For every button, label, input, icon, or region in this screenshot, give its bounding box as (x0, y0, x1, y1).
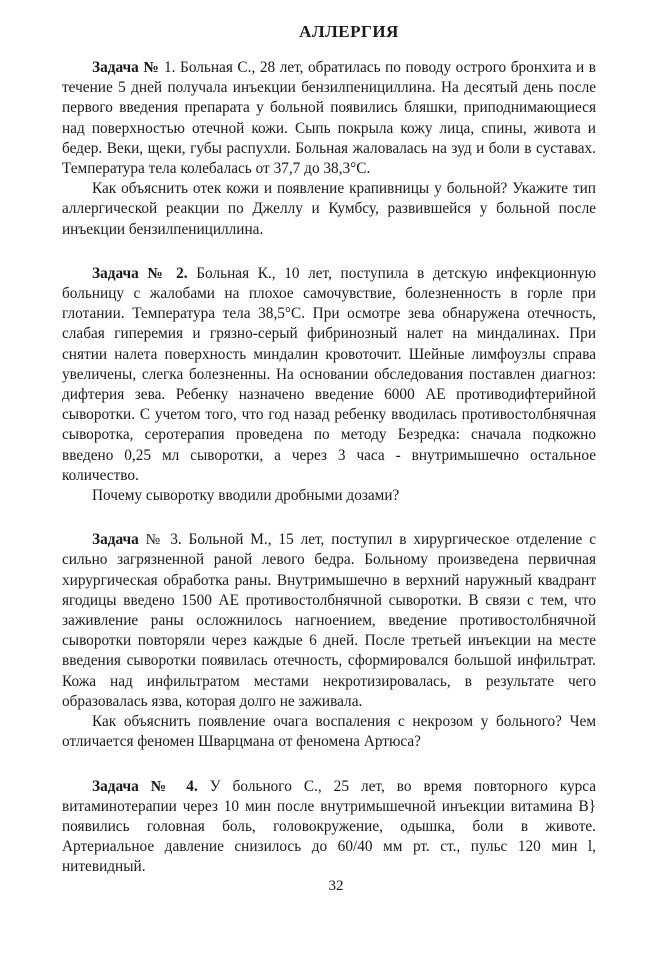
task-1-text (62, 58, 596, 179)
page-number: 32 (328, 878, 344, 894)
task-4-body: У больного С., 25 лет, во время повторного курса витаминотерапии через 10 мин после внутримышечной инъекции витамина В} появились головная боль, головокружение, одышка, боли в животе. Артериальное давление снизилось до 60/40 мм рт. ст., пульс 120 мин l, нитевидный. (62, 777, 597, 876)
task-3-label: Задача (92, 531, 139, 549)
task-4-text (62, 777, 596, 878)
task-1-question: Как объяснить отек кожи и появление крапивницы у больной? Укажите тип аллергической реакции по Джеллу и Кумбсу, развившейся у больной после инъекции бензилпенициллина. (62, 180, 596, 238)
task-2-body: Больная К., 10 лет, поступила в детскую инфекционную больницу с жалобами на плохое самочувствие, болезненность в горле при глотании. Температура тела 38,5°С. При осмотре зева обнаружена отечность, слабая гиперемия и грязно-серый фибринозный налет на миндалинах. При снятии налета поверхность миндалин кровоточит. Шейные лимфоузлы справа увеличены, слегка болезненны. На основании обследования поставлен диагноз: дифтерия зева. Ребенку назначено введение 6000 АЕ противодифтерийной сыворотки. С учетом того, что год назад ребенку вводилась противостолбнячная сыворотка, серотерапия проведена по методу Безредка: сначала подкожно введено 0,25 мл сыворотки, а через 3 часа - внутримышечно остальное количество. (62, 264, 597, 484)
task-1 (62, 58, 596, 240)
task-3 (62, 530, 596, 752)
task-3-question: Как объяснить появление очага воспаления с некрозом у больного? Чем отличается феномен Шварцмана от феномена Артюса? (62, 713, 596, 751)
task-2 (62, 264, 596, 506)
task-4-number (198, 778, 210, 795)
task-1-label: Задача № (92, 59, 160, 76)
task-2-label: Задача № 2. (92, 264, 188, 282)
task-3-body: Больной М., 15 лет, поступил в хирургическое отделение с сильно загрязненной раной левого бедра. Больному произведена первичная хирургическая обработка раны. Внутримышечно в верхний наружный квадрант ягодицы введено 1500 АЕ противостолбнячной сыворотки. В связи с тем, что заживление раны осложнилось нагноением, введение противостолбнячной сыворотки повторяли через каждые 6 дней. После третьей инъекции на месте введения сыворотки появилась отечность, сформировался большой инфильтрат. Кожа над инфильтратом местами некротизировалась, в результате чего образовалась язва, которая долго не заживала. (62, 531, 596, 710)
task-2-text (62, 264, 596, 486)
task-4-label: Задача № 4. (92, 777, 198, 795)
page-title: АЛЛЕРГИЯ (299, 22, 399, 41)
task-2-number (188, 265, 197, 282)
task-3-number: № 3. (138, 531, 189, 549)
task-2-question: Почему сыворотку вводили дробными дозами? (92, 487, 400, 505)
task-4 (62, 777, 596, 878)
task-3-text (62, 530, 596, 712)
task-1-body: Больная С., 28 лет, обратилась по поводу острого бронхита и в течение 5 дней получала инъекции бензилпенициллина. На десятый день после первого введения препарата у больной появились бляшки, приподнимающиеся над поверхностью отечной кожи. Сыпь покрыла кожу лица, спины, живота и бедер. Веки, щеки, губы распухли. Больная жаловалась на зуд и боли в суставах. Температура тела колебалась от 37,7 до 38,3°С. (62, 59, 597, 178)
task-1-number: 1. (159, 59, 181, 76)
